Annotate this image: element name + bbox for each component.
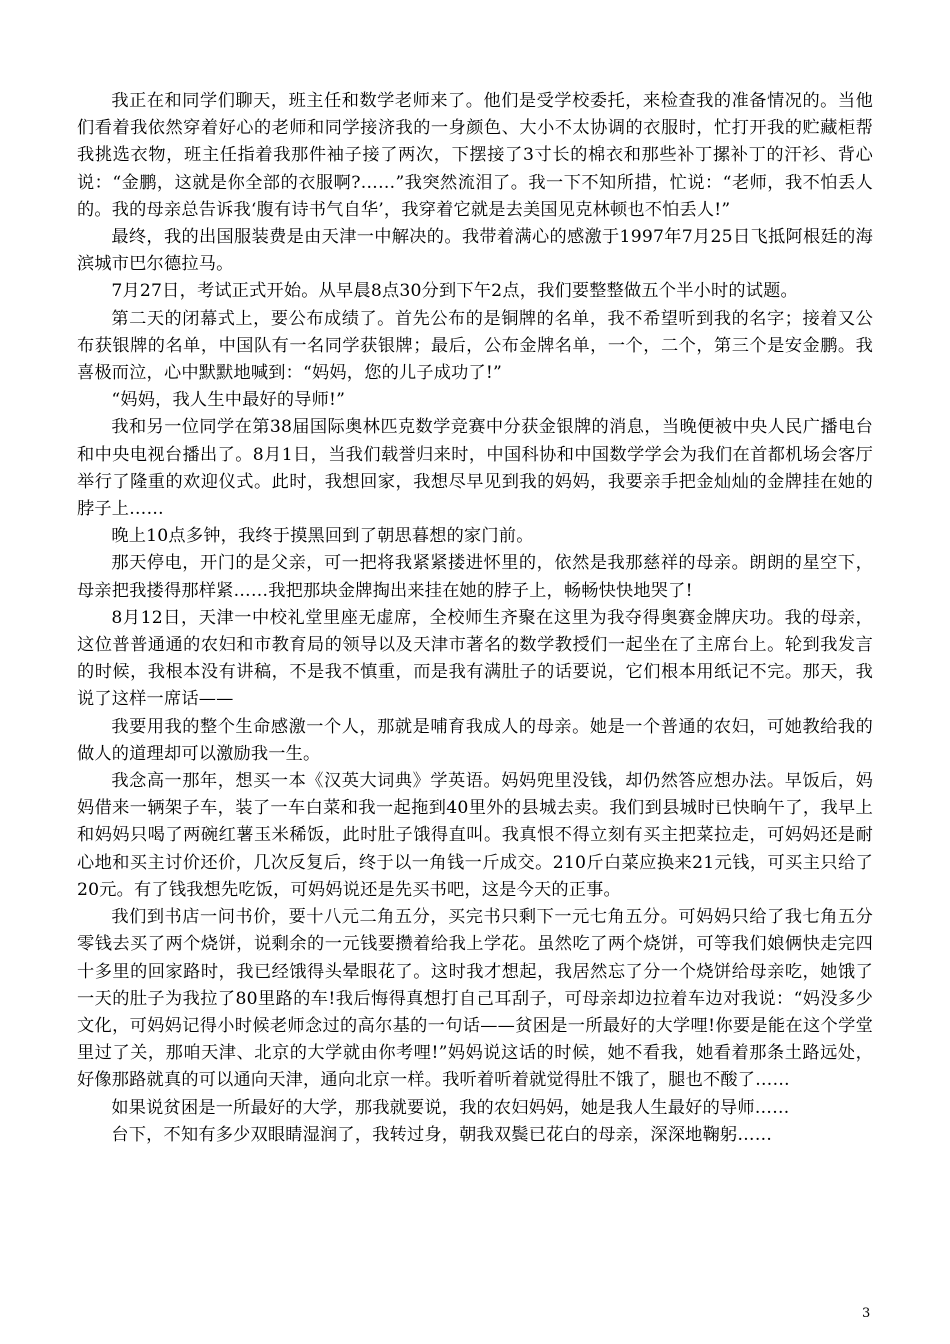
paragraph: “妈妈，我人生中最好的导师!” — [111, 390, 346, 411]
paragraph: 我们到书店一问书价，要十八元二角五分，买完书只剩下一元七角五分。可妈妈只给了我七角五分零钱去买了两个烧饼，说剩余的一元钱要攒着给我上学花。虽然吃了两个烧饼，可等我们娘俩快走完四十多里的回家路时，我已经饿得头晕眼花了。这时我才想起，我居然忘了分一个烧饼给母亲吃，她饿了一天的肚子为我拉了80里路的车!我后悔得真想打自己耳刮子，可母亲却边拉着车边对我说：“妈没多少文化，可妈妈记得小时候老师念过的高尔基的一句话——贫困是一所最好的大学哩!你要是能在这个学堂里过了关，那咱天津、北京的大学就由你考哩!”妈妈说这话的时候，她不看我，她看着那条土路远处，好像那路就真的可以通向天津，通向北京一样。我听着听着就觉得肚不饿了，腿也不酸了…… — [77, 907, 873, 1091]
paragraph: 最终，我的出国服装费是由天津一中解决的。我带着满心的感激于1997年7月25日飞抵阿根廷的海滨城市巴尔德拉马。 — [77, 227, 873, 275]
paragraph: 我要用我的整个生命感激一个人，那就是哺育我成人的母亲。她是一个普通的农妇，可她教给我的做人的道理却可以激励我一生。 — [77, 716, 873, 764]
paragraph: 晚上10点多钟，我终于摸黑回到了朝思暮想的家门前。 — [111, 526, 534, 547]
body-text — [77, 88, 873, 1149]
paragraph: 那天停电，开门的是父亲，可一把将我紧紧搂进怀里的，依然是我那慈祥的母亲。朗朗的星空下，母亲把我搂得那样紧……我把那块金牌掏出来挂在她的脖子上，畅畅快快地哭了! — [77, 553, 873, 601]
paragraph: 我念高一那年，想买一本《汉英大词典》学英语。妈妈兜里没钱，却仍然答应想办法。早饭后，妈妈借来一辆架子车，装了一车白菜和我一起拖到40里外的县城去卖。我们到县城时已快晌午了，我早上和妈妈只喝了两碗红薯玉米稀饭，此时肚子饿得直叫。我真恨不得立刻有买主把菜拉走，可妈妈还是耐心地和买主讨价还价，几次反复后，终于以一角钱一斤成交。210斤白菜应换来21元钱，可买主只给了20元。有了钱我想先吃饭，可妈妈说还是先买书吧，这是今天的正事。 — [77, 771, 873, 900]
paragraph: 如果说贫困是一所最好的大学，那我就要说，我的农妇妈妈，她是我人生最好的导师…… — [111, 1097, 790, 1118]
paragraph: 我正在和同学们聊天，班主任和数学老师来了。他们是受学校委托，来检查我的准备情况的。当他们看着我依然穿着好心的老师和同学接济我的一身颜色、大小不太协调的衣服时，忙打开我的贮藏柜帮我挑选衣物，班主任指着我那件袖子接了两次，下摆接了3寸长的棉衣和那些补丁摞补丁的汗衫、背心说：“金鹏，这就是你全部的衣服啊?……”我突然流泪了。我一下不知所措，忙说：“老师，我不怕丢人的。我的母亲总告诉我‘腹有诗书气自华’，我穿着它就是去美国见克林顿也不怕丢人!” — [77, 91, 873, 220]
paragraph: 台下，不知有多少双眼睛湿润了，我转过身，朝我双鬓已花白的母亲，深深地鞠躬…… — [111, 1124, 773, 1145]
paragraph: 我和另一位同学在第38届国际奥林匹克数学竞赛中分获金银牌的消息，当晚便被中央人民广播电台和中央电视台播出了。8月1日，当我们载誉归来时，中国科协和中国数学学会为我们在首都机场会客厅举行了隆重的欢迎仪式。此时，我想回家，我想尽早见到我的妈妈，我要亲手把金灿灿的金牌挂在她的脖子上…… — [77, 417, 873, 520]
paragraph: 第二天的闭幕式上，要公布成绩了。首先公布的是铜牌的名单，我不希望听到我的名字；接着又公布获银牌的名单，中国队有一名同学获银牌；最后，公布金牌名单，一个，二个，第三个是安金鹏。我喜极而泣，心中默默地喊到：“妈妈，您的儿子成功了!” — [77, 308, 873, 384]
paragraph: 7月27日，考试正式开始。从早晨8点30分到下午2点，我们要整整做五个半小时的试题。 — [111, 281, 798, 302]
paragraph: 8月12日，天津一中校礼堂里座无虚席，全校师生齐聚在这里为我夺得奥赛金牌庆功。我的母亲，这位普普通通的农妇和市教育局的领导以及天津市著名的数学教授们一起坐在了主席台上。轮到我发言的时候，我根本没有讲稿，不是我不慎重，而是我有满肚子的话要说，它们根本用纸记不完。那天，我说了这样一席话—— — [77, 607, 873, 710]
page-number: 3 — [862, 1306, 871, 1321]
